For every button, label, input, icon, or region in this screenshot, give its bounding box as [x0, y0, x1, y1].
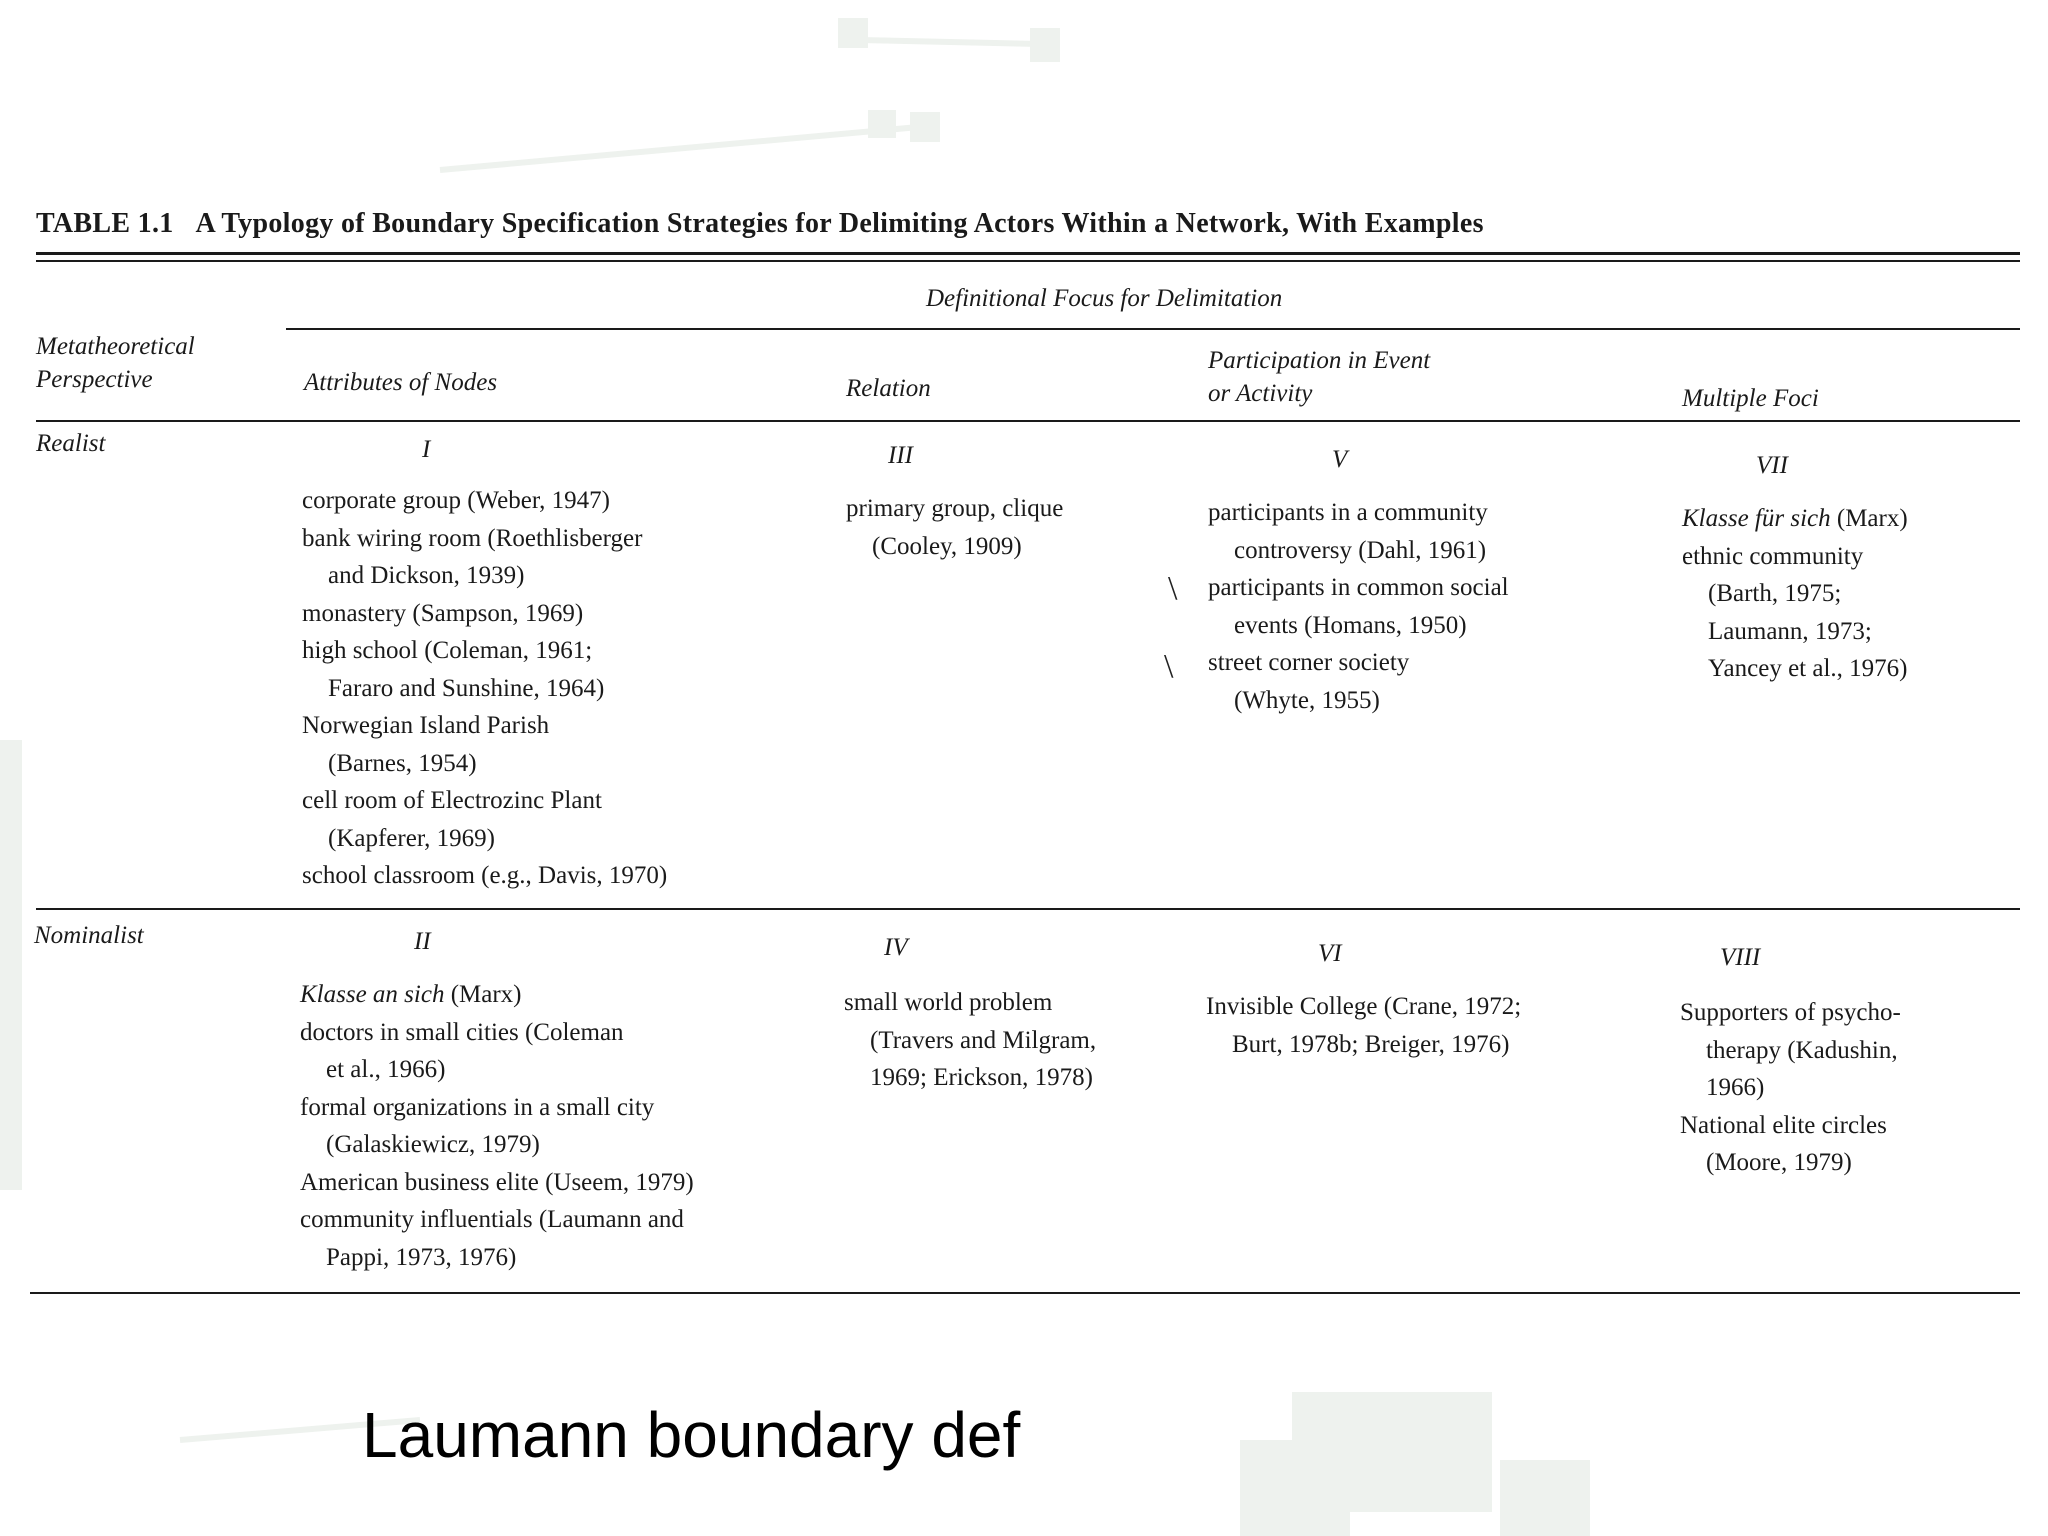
perspective-header	[36, 330, 195, 396]
table-caption-text: A Typology of Boundary Specification Strategies for Delimiting Actors Within a Network, With Examples	[195, 208, 1484, 239]
list-item: American business elite (Useem, 1979)	[300, 1168, 694, 1196]
list-item: Norwegian Island Parish	[302, 712, 550, 739]
list-item: controversy (Dahl, 1961)	[1234, 536, 1487, 564]
list-item: primary group, clique	[846, 495, 1064, 522]
list-item: (Kapferer, 1969)	[328, 824, 495, 852]
list-item: formal organizations in a small city	[300, 1093, 655, 1121]
list-item: community influentials (Laumann and	[300, 1206, 684, 1233]
column-header-multiple-foci: Multiple Foci	[1682, 385, 1819, 412]
cell-numeral-VI: VI	[1318, 940, 1342, 967]
list-item: doctors in small cities (Coleman	[300, 1018, 624, 1046]
cell-realist-relation	[846, 490, 1063, 565]
klasse-fur-sich: Klasse für sich	[1682, 505, 1831, 532]
list-item: events (Homans, 1950)	[1234, 611, 1467, 639]
list-item: Laumann, 1973;	[1708, 617, 1872, 645]
list-item: and Dickson, 1939)	[328, 562, 525, 589]
column-header-relation: Relation	[846, 375, 931, 402]
list-item: Fararo and Sunshine, 1964)	[328, 674, 605, 702]
list-item: 1966)	[1706, 1074, 1765, 1101]
list-item: Supporters of psycho-	[1680, 999, 1901, 1026]
list-item: Invisible College (Crane, 1972;	[1206, 993, 1522, 1020]
list-item: (Cooley, 1909)	[872, 532, 1022, 560]
list-item: (Barnes, 1954)	[328, 749, 477, 777]
list-item: Yancey et al., 1976)	[1708, 655, 1908, 682]
list-item: Burt, 1978b; Breiger, 1976)	[1232, 1030, 1510, 1058]
row-label-nominalist: Nominalist	[34, 922, 144, 949]
list-item: monastery (Sampson, 1969)	[302, 599, 584, 627]
table-label: TABLE 1.1	[36, 208, 174, 239]
cell-numeral-I: I	[422, 436, 431, 463]
title-rule-top	[36, 252, 2020, 255]
list-item: (Galaskiewicz, 1979)	[326, 1131, 540, 1158]
list-item: corporate group (Weber, 1947)	[302, 487, 610, 514]
cell-numeral-V: V	[1332, 446, 1348, 473]
cell-nominalist-relation	[844, 984, 1096, 1097]
cell-nominalist-participation	[1206, 988, 1521, 1063]
row-divider	[36, 908, 2020, 910]
cell-numeral-IV: IV	[884, 934, 908, 961]
participation-header-line-1: Participation in Event	[1208, 347, 1431, 374]
perspective-header-line-2: Perspective	[36, 366, 153, 393]
cell-nominalist-multiple-foci	[1680, 994, 1901, 1182]
list-item: (Barth, 1975;	[1708, 580, 1842, 607]
list-item: small world problem	[844, 989, 1053, 1016]
list-item: et al., 1966)	[326, 1056, 446, 1083]
list-item: ethnic community	[1682, 542, 1864, 570]
cell-numeral-VIII: VIII	[1720, 944, 1761, 971]
cell-realist-multiple-foci	[1682, 500, 1908, 688]
list-item: street corner society	[1208, 649, 1410, 676]
list-item: therapy (Kadushin,	[1706, 1036, 1898, 1064]
klasse-an-sich: Klasse an sich	[300, 981, 445, 1008]
list-item: (Travers and Milgram,	[870, 1026, 1097, 1054]
list-item: cell room of Electrozinc Plant	[302, 787, 602, 814]
list-item: 1969; Erickson, 1978)	[870, 1064, 1093, 1091]
row-label-realist: Realist	[36, 430, 106, 457]
cell-realist-attributes	[302, 482, 667, 895]
perspective-header-line-1: Metatheoretical	[36, 333, 195, 360]
title-rule-bottom	[36, 260, 2020, 262]
list-item: (Whyte, 1955)	[1234, 686, 1380, 714]
list-item: high school (Coleman, 1961;	[302, 637, 593, 664]
list-item: Klasse an sich (Marx)	[300, 981, 522, 1008]
list-item: (Moore, 1979)	[1706, 1149, 1852, 1176]
slide-caption: Laumann boundary def	[362, 1399, 1021, 1471]
list-item: bank wiring room (Roethlisberger	[302, 524, 643, 552]
list-item: Klasse für sich (Marx)	[1682, 505, 1908, 532]
table-title	[36, 208, 1484, 240]
cell-nominalist-attributes	[300, 976, 694, 1276]
list-item: National elite circles	[1680, 1111, 1887, 1139]
list-item: Pappi, 1973, 1976)	[326, 1243, 517, 1271]
margin-check-mark: \	[1164, 648, 1174, 685]
list-item: participants in a community	[1208, 499, 1488, 526]
cell-numeral-III: III	[888, 442, 913, 469]
margin-check-mark: \	[1168, 570, 1178, 607]
header-rule	[36, 420, 2020, 422]
participation-header-line-2: or Activity	[1208, 380, 1313, 407]
spanning-header: Definitional Focus for Delimitation	[926, 285, 1283, 312]
list-item: school classroom (e.g., Davis, 1970)	[302, 862, 668, 889]
cell-numeral-VII: VII	[1756, 452, 1788, 479]
spanning-header-rule	[286, 328, 2020, 330]
cell-numeral-II: II	[414, 928, 431, 955]
column-header-attributes: Attributes of Nodes	[304, 369, 498, 396]
table-bottom-rule	[30, 1292, 2020, 1294]
column-header-participation	[1208, 344, 1430, 410]
list-item: participants in common social	[1208, 574, 1509, 601]
cell-realist-participation	[1208, 494, 1509, 719]
